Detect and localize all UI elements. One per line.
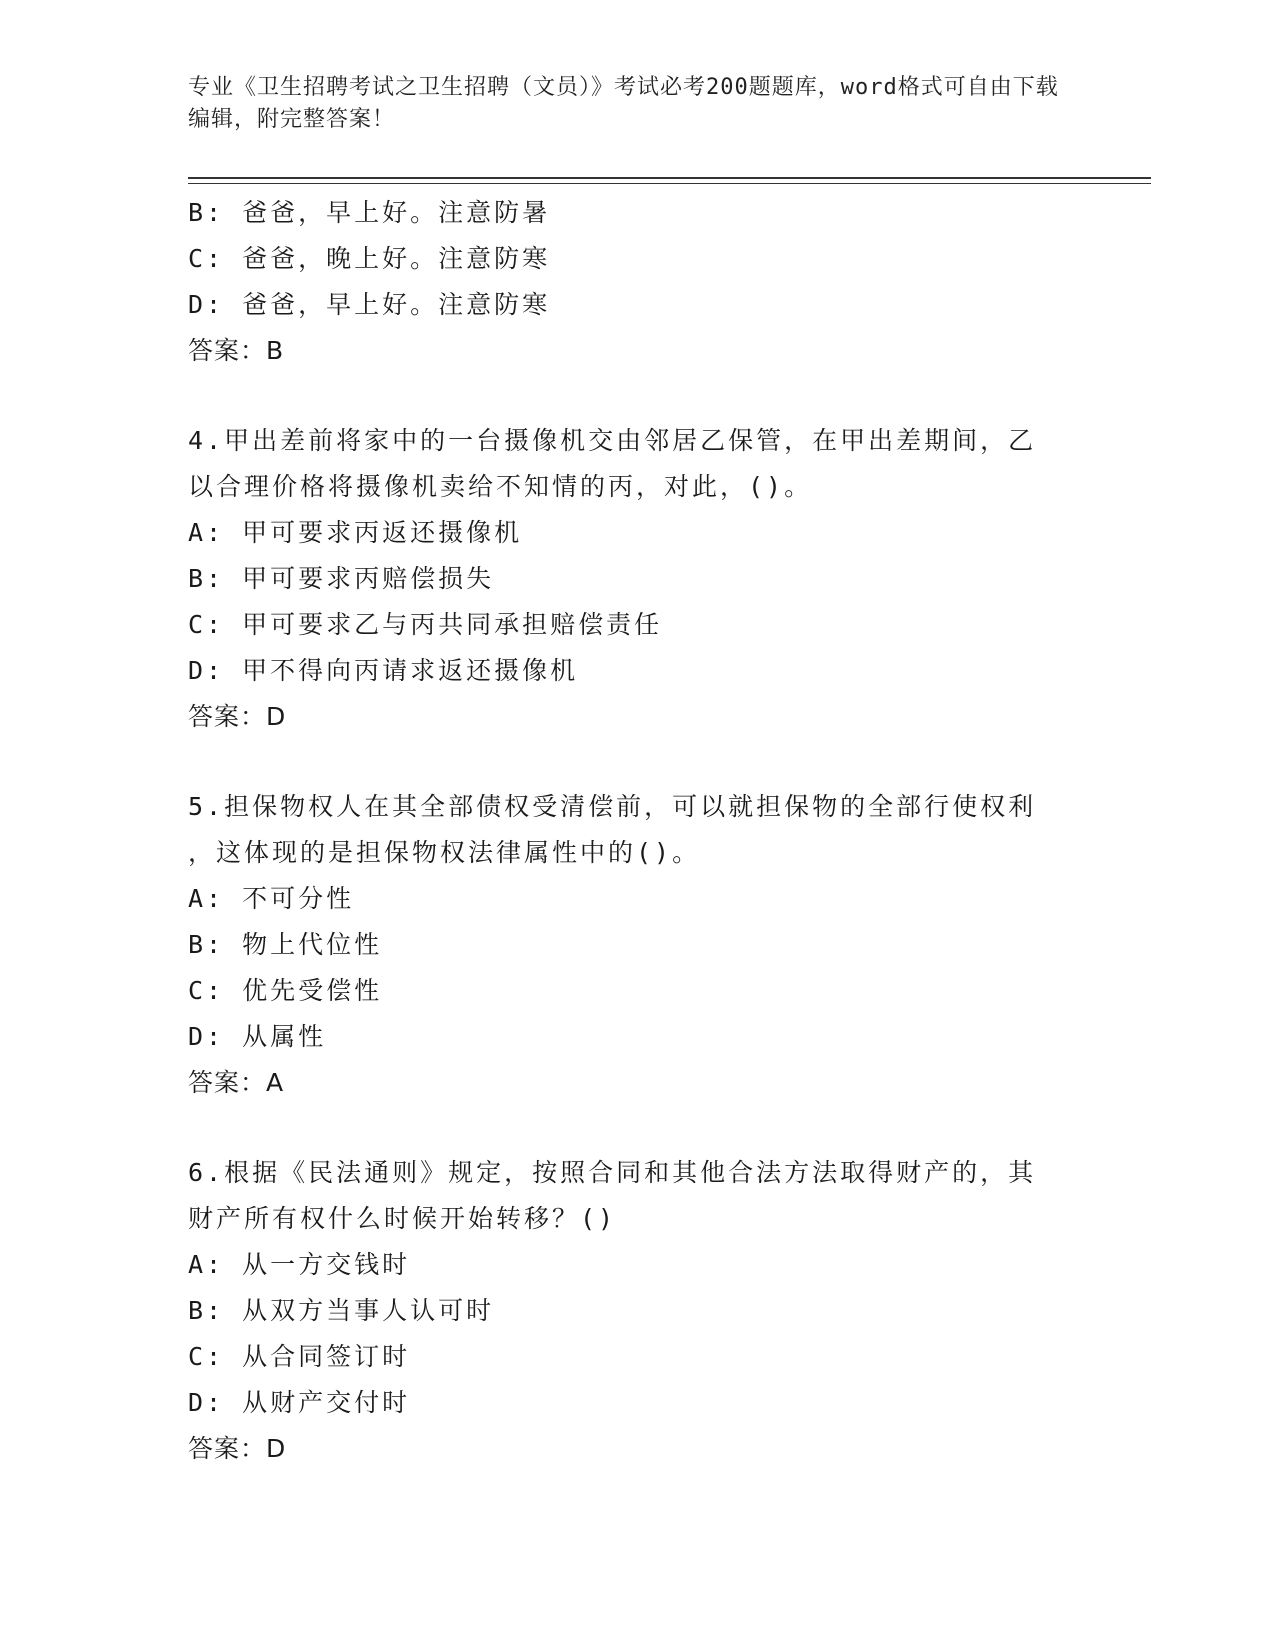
header-divider-thin [188,183,1151,184]
question-stem-line: 6.根据《民法通则》规定，按照合同和其他合法方法取得财产的，其 [188,1158,1037,1187]
question-stem-line: ，这体现的是担保物权法律属性中的()。 [188,838,701,867]
question-3-tail [188,190,1068,374]
option-c: C: 甲可要求乙与丙共同承担赔偿责任 [188,610,663,639]
question-stem-line: 4.甲出差前将家中的一台摄像机交由邻居乙保管，在甲出差期间，乙 [188,426,1037,455]
question-4 [188,418,1068,740]
option-a: A: 甲可要求丙返还摄像机 [188,518,523,547]
option-d: D: 从属性 [188,1022,327,1051]
document-header: 专业《卫生招聘考试之卫生招聘（文员）》考试必考200题题库，word格式可自由下载编辑，附完整答案！ [188,75,1059,132]
answer-line: 答案：D [188,702,287,731]
header-divider-thick [188,177,1151,179]
question-list [188,190,1068,1472]
option-b: B: 物上代位性 [188,930,383,959]
question-stem-line: 以合理价格将摄像机卖给不知情的丙，对此，()。 [188,472,813,501]
answer-line: 答案：D [188,1434,287,1463]
question-6 [188,1150,1068,1472]
option-c: C: 优先受偿性 [188,976,383,1005]
option-b: B: 从双方当事人认可时 [188,1296,495,1325]
option-d: D: 爸爸，早上好。注意防寒 [188,290,551,319]
option-d: D: 甲不得向丙请求返还摄像机 [188,656,579,685]
option-a: A: 不可分性 [188,884,355,913]
option-b: B: 甲可要求丙赔偿损失 [188,564,495,593]
option-c: C: 爸爸，晚上好。注意防寒 [188,244,551,273]
answer-line: 答案：A [188,1068,285,1097]
question-stem-line: 5.担保物权人在其全部债权受清偿前，可以就担保物的全部行使权利 [188,792,1037,821]
option-c: C: 从合同签订时 [188,1342,411,1371]
question-stem-line: 财产所有权什么时候开始转移？() [188,1204,617,1233]
option-d: D: 从财产交付时 [188,1388,411,1417]
answer-line: 答案：B [188,336,285,365]
option-a: A: 从一方交钱时 [188,1250,411,1279]
option-b: B: 爸爸，早上好。注意防暑 [188,198,551,227]
question-5 [188,784,1068,1106]
